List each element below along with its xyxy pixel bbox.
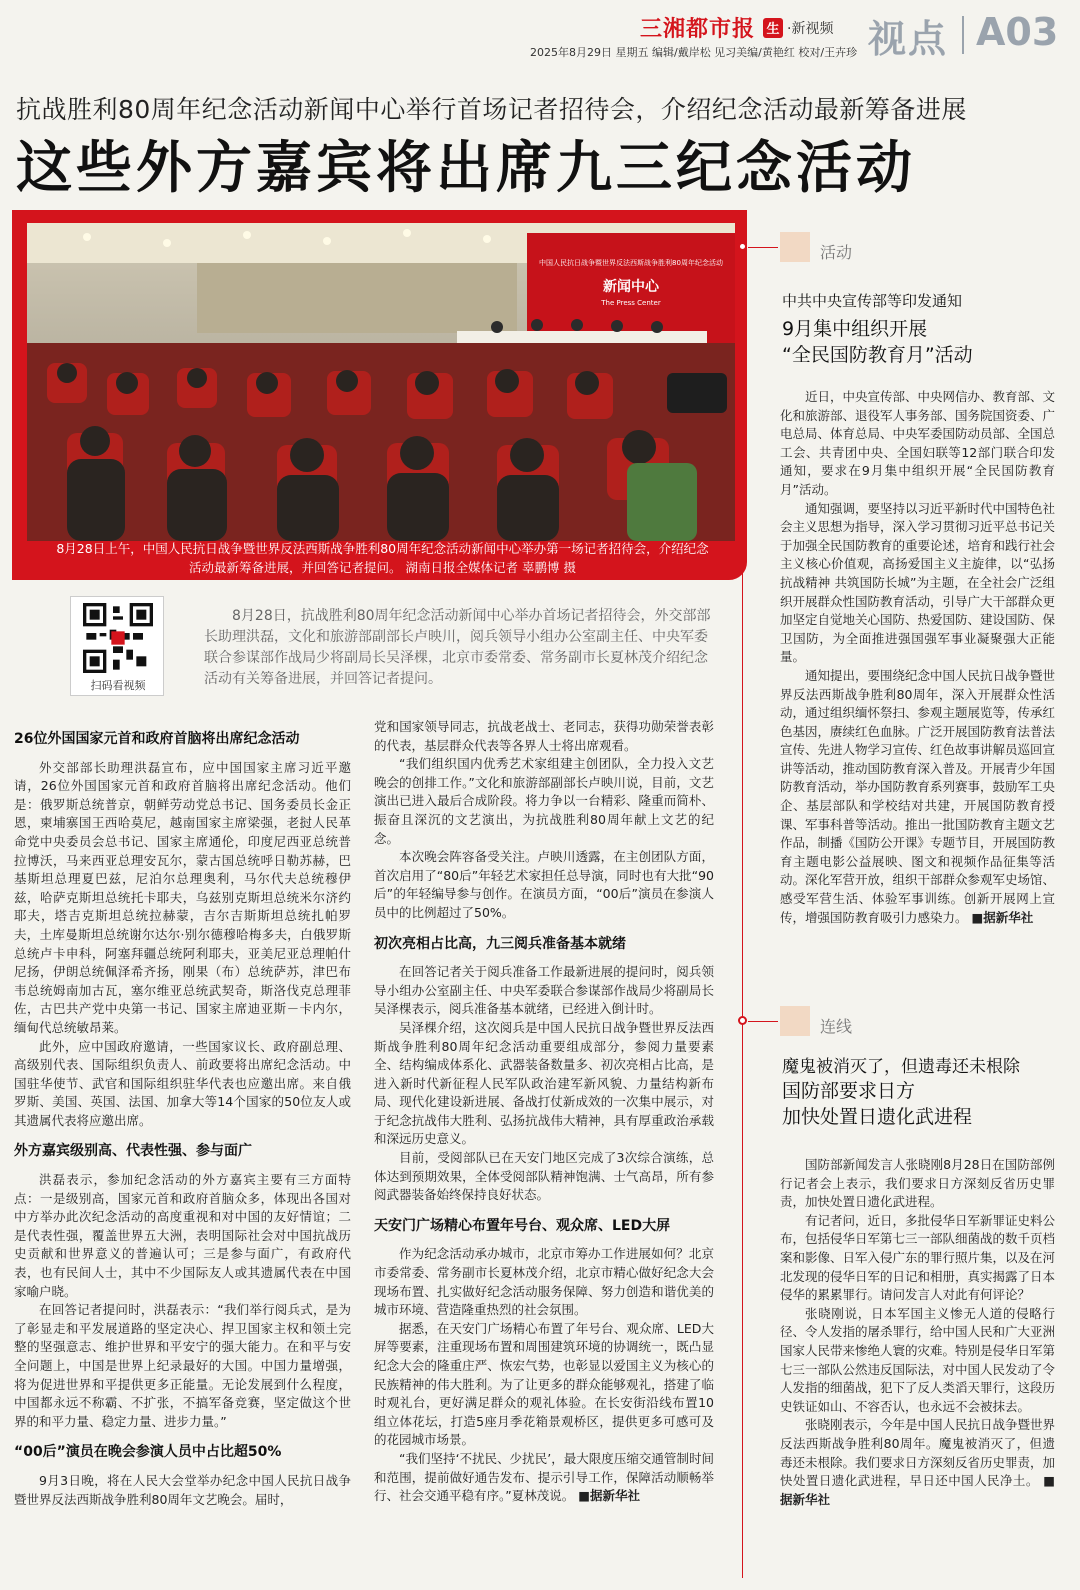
paragraph: 外交部部长助理洪磊宣布，应中国国家主席习近平邀请，26位外国国家元首和政府首脑将出席纪念活动。他们是：俄罗斯总统普京，朝鲜劳动党总书记、国务委员长金正恩，柬埔寨国王西哈莫尼，越南国家主席梁强，老挝人民革命党中央委员会总书记、国家主席通伦，印度尼西亚总统普拉博沃，马来西亚总理安瓦尔，蒙古国总统呼日勒苏赫，巴基斯坦总理夏巴兹，尼泊尔总理奥利，马尔代夫总统穆伊兹，哈萨克斯坦总统托卡耶夫，乌兹别克斯坦总统米尔济约耶夫，塔吉克斯坦总统拉赫蒙，吉尔吉斯斯坦总统扎帕罗夫，土库曼斯坦总统谢尔达尔·别尔德穆哈梅多夫，白俄罗斯总统卢卡申科，阿塞拜疆总统阿利耶夫，亚美尼亚总理帕什尼扬，伊朗总统佩泽希齐扬，刚果（布）总统萨苏，津巴布韦总统姆南加古瓦，塞尔维亚总统武契奇，斯洛伐克总理菲佐，古巴共产党中央第一书记、国家主席迪亚斯－卡内尔，缅甸代总统敏昂莱。: [14, 759, 351, 1035]
page-number: A03: [976, 10, 1059, 54]
paragraph: 在回答记者提问时，洪磊表示：“我们举行阅兵式，是为了彰显走和平发展道路的坚定决心、捍卫国家主权和领土完整的坚强意志、维护世界和平安宁的强大能力。在和平与安全问题上，中国是世界上纪录最好的大国。中国力量增强，将为促进世界和平提供更多正能量。无论发展到什么程度，中国都永远不称霸、不扩张，不搞军备竞赛，坚定做这个世界的和平力量、稳定力量、进步力量。”: [14, 1302, 351, 1429]
paragraph: 吴泽棵介绍，这次阅兵是中国人民抗日战争暨世界反法西斯战争胜利80周年纪念活动重要组成部分，参阅力量要素全、结构编成体系化、武器装备数量多、初次亮相占比高，是进入新时代新征程人民军队政治建军新风貌、力量结构新布局、现代化建设新进展、备战打仗新成效的一次集中展示，对于纪念抗战伟大胜利、弘扬抗战伟大精神，具有厚重政治承载和深远历史意义。: [374, 1019, 714, 1147]
paragraph: 通知强调，要坚持以习近平新时代中国特色社会主义思想为指导，深入学习贯彻习近平总书记关于加强全民国防教育的重要论述，培育和践行社会主义核心价值观，高扬爱国主义主旋律，以“弘扬抗战精神 共筑国防长城”为主题，在全社会广泛组织开展群众性国防教育活动，引导广大干部群众更加坚定自觉地关心国防、热爱国防、建设国防、保卫国防，为全面推进强国强军事业凝聚强大正能量。: [780, 500, 1056, 665]
section-heading: 初次亮相占比高，九三阅兵准备基本就绪: [374, 935, 626, 952]
press-conference-illustration: [27, 223, 735, 541]
paragraph: 9月3日晚，将在人民大会堂举办纪念中国人民抗日战争暨世界反法西斯战争胜利80周年文艺晚会。届时，: [14, 1472, 351, 1507]
section-heading: 外方嘉宾级别高、代表性强、参与面广: [14, 1143, 252, 1160]
article-column-1: [14, 718, 351, 1509]
backdrop-title: 中国人民抗日战争暨世界反法西斯战争胜利80周年纪念活动: [539, 259, 723, 267]
paragraph: 此外，应中国政府邀请，一些国家议长、政府副总理、高级别代表、国际组织负责人、前政要将出席纪念活动。中国驻华使节、武官和国际组织驻华代表也应邀出席。来自俄罗斯、美国、英国、法国、加拿大等14个国家的50位友人或其遗属代表将应邀出席。: [14, 1038, 351, 1128]
sidebar-marker-icon: [738, 242, 747, 251]
paragraph: 张晓刚说，日本军国主义惨无人道的侵略行径、令人发指的屠杀罪行，给中国人民和广大亚洲国家人民带来惨绝人寰的灾难。特别是侵华日军第七三一部队公然违反国际法，对中国人民发动了令人发指的细菌战，犯下了反人类滔天罪行，这段历史铁证如山、不容否认，也永远不会被抹去。: [780, 1305, 1056, 1414]
sidebar-title-line: 加快处置日遗化武进程: [782, 1106, 973, 1128]
tag-decor: [780, 1006, 810, 1036]
article-column-2: [374, 718, 714, 1506]
photo-frame: [12, 210, 747, 580]
paragraph: 党和国家领导同志，抗战老战士、老同志，获得功勋荣誉表彰的代表，基层群众代表等各界人士将出席观看。: [374, 719, 714, 753]
paragraph: 洪磊表示，参加纪念活动的外方嘉宾主要有三方面特点：一是级别高，国家元首和政府首脑众多，体现出各国对中方举办此次纪念活动的高度重视和对中国的友好情谊；二是代表性强，覆盖世界五大洲，表明国际社会对中国抗战历史贡献和世界意义的普遍认可；三是参与面广，有政府代表，也有民间人士，其中不少国际友人或其遗属代表在中国家喻户晓。: [14, 1172, 351, 1299]
paragraph-text: 张晓刚表示，今年是中国人民抗日战争暨世界反法西斯战争胜利80周年。魔鬼被消灭了，但遗毒还未根除。我们要求日方深刻反省历史罪责，加快处置日遗化武进程，早日还中国人民净土。: [780, 1417, 1056, 1489]
section-heading: “00后”演员在晚会参演人员中占比超50%: [14, 1444, 282, 1461]
qr-code-icon[interactable]: [83, 603, 153, 673]
source-credit: ■据新华社: [971, 909, 1034, 925]
paragraph-text: 通知提出，要围绕纪念中国人民抗日战争暨世界反法西斯战争胜利80周年，深入开展群众性活动，通过组织缅怀祭扫、参观主题展览等，传承红色基因，赓续红色血脉。广泛开展国防教育法普法宣传、先进人物学习宣传、红色故事讲解员巡回宣讲等活动，推动国防教育深入普及。开展青少年国防教育活动，举办国防教育系列赛事，鼓励军工央企、基层部队和学校结对共建，开展国防教育授课、军事科普等活动。推出一批国防教育主题文艺作品，制播《国防公开课》专题节目，开展国防教育主题电影公益展映、图文和视频作品征集等活动。深化军营开放，组织干部群众参观军史场馆、感受军营生活、体验军事训练。创新开展网上宣传，增强国防教育吸引力感染力。: [780, 667, 1056, 925]
section-name: 视点: [868, 17, 949, 61]
sidebar-tag: 连线: [820, 1017, 853, 1036]
paragraph: [780, 667, 1055, 927]
section-heading: 26位外国国家元首和政府首脑将出席纪念活动: [14, 731, 300, 747]
sidebar-rule: [742, 248, 743, 1578]
paragraph: 作为纪念活动承办城市，北京市筹办工作进展如何？北京市委常委、常务副市长夏林茂介绍，北京市精心做好纪念大会现场布置、扎实做好纪念活动服务保障、努力创造和谐优美的城市环境、营造隆重热烈的社会氛围。: [374, 1246, 714, 1318]
backdrop-en: The Press Center: [601, 299, 661, 307]
sidebar-title-line: 9月集中组织开展: [782, 318, 928, 340]
paragraph-text: “我们坚持‘不扰民、少扰民’，最大限度压缩交通管制时间和范围，提前做好通告发布、提示引导工作，保障活动顺畅举行、社会交通平稳有序。”夏林茂说。: [374, 1450, 714, 1504]
brand-logo-icon: 生: [763, 18, 783, 38]
sidebar-title-line: “全民国防教育月”活动: [782, 344, 973, 366]
sidebar-title-line: 国防部要求日方: [782, 1080, 916, 1102]
backdrop-main: 新闻中心: [603, 279, 659, 295]
paragraph: 有记者问，近日，多批侵华日军新罪证史料公布，包括侵华日军第七三一部队细菌战的数千页档案和影像、日军入侵广东的罪行照片集，以及在河北发现的侵华日军的日记和相册，真实揭露了日本侵华的累累罪行。请问发言人对此有何评论？: [780, 1212, 1056, 1303]
issue-meta: 2025年8月29日 星期五 编辑/戴岸松 见习美编/黄艳红 校对/王卉珍: [530, 46, 858, 59]
sidebar-body: [780, 1156, 1055, 1509]
paper-name: 三湘都市报: [640, 16, 756, 42]
tag-decor: [780, 232, 810, 262]
qr-label: 扫码看视频: [90, 679, 146, 692]
paragraph: 近日，中央宣传部、中央网信办、教育部、文化和旅游部、退役军人事务部、国务院国资委、广电总局、体育总局、中央军委国防动员部、全国总工会、共青团中央、全国妇联等12部门联合印发通知，要求在9月集中组织开展“全民国防教育月”活动。: [780, 389, 1056, 497]
masthead: [640, 12, 833, 43]
paragraph: “我们组织国内优秀艺术家组建主创团队，全力投入文艺晚会的创排工作。”文化和旅游部副部长卢映川说，目前，文艺演出已进入最后合成阶段。将力争以一台精彩、隆重而简朴、振奋且深沉的文艺演出，为抗战胜利80周年献上文艺的纪念。: [374, 756, 714, 846]
source-credit: ■据新华社: [780, 1473, 1055, 1507]
sub-brand: ·新视频: [787, 20, 834, 37]
paragraph: 本次晚会阵容备受关注。卢映川透露，在主创团队方面，首次启用了“80后”年轻艺术家担任总导演，同时也有大批“90后”的年轻编导参与创作。在演员方面，“00后”演员在参演人员中的比例超过了50%。: [374, 849, 714, 920]
paragraph: 国防部新闻发言人张晓刚8月28日在国防部例行记者会上表示，我们要求日方深刻反省历史罪责，加快处置日遗化武进程。: [780, 1157, 1055, 1210]
sidebar-tag: 活动: [820, 243, 853, 262]
paragraph: [374, 1450, 714, 1506]
section-heading: 天安门广场精心布置年号台、观众席、LED大屏: [374, 1217, 671, 1234]
sidebar-connector: [748, 1021, 778, 1022]
article-lead: 8月28日，抗战胜利80周年纪念活动新闻中心举办首场记者招待会，外交部部长助理洪磊，文化和旅游部副部长卢映川，阅兵领导小组办公室副主任、中央军委联合参谋部作战局少将副局长吴泽棵，北京市委常委、常务副市长夏林茂介绍纪念活动有关筹备进展，并回答记者提问。: [204, 608, 711, 687]
qr-code-block[interactable]: [70, 596, 164, 696]
sidebar-kicker: 中共中央宣传部等印发通知: [782, 292, 963, 310]
photo-caption: 8月28日上午，中国人民抗日战争暨世界反法西斯战争胜利80周年纪念活动新闻中心举办第一场记者招待会，介绍纪念活动最新筹备进展，并回答记者提问。 湖南日报全媒体记者 辜鹏博 摄: [56, 541, 709, 575]
paragraph: 在回答记者关于阅兵准备工作最新进展的提问时，阅兵领导小组办公室副主任、中央军委联合参谋部作战局少将副局长吴泽棵表示，阅兵准备基本就绪，已经进入倒计时。: [374, 964, 714, 1017]
paragraph: 目前，受阅部队已在天安门地区完成了3次综合演练，总体达到预期效果，全体受阅部队精神饱满、士气高昂，所有参阅武器装备始终保持良好状态。: [374, 1150, 714, 1203]
article-headline: 这些外方嘉宾将出席九三纪念活动: [16, 135, 916, 201]
sidebar-marker-icon: [738, 1016, 747, 1025]
article-subhead: 抗战胜利80周年纪念活动新闻中心举行首场记者招待会，介绍纪念活动最新筹备进展: [16, 95, 967, 124]
paragraph: [780, 1416, 1055, 1509]
section-divider: [962, 16, 964, 54]
paragraph: 据悉，在天安门广场精心布置了年号台、观众席、LED大屏等要素，注重现场布置和周围建筑环境的协调统一，既凸显纪念大会的隆重庄严、恢宏气势，也彰显以爱国主义为核心的民族精神的伟大胜利。为了让更多的群众能够观礼，搭建了临时观礼台，更好满足群众的观礼体验。在长安街沿线布置10组立体花坛，打造5座月季花箱景观桥区，提供更多可感可及的花园城市场景。: [374, 1320, 714, 1448]
press-conference-photo: [27, 223, 735, 541]
sidebar-body: [780, 388, 1055, 927]
sidebar-connector: [748, 247, 778, 248]
source-credit: ■据新华社: [578, 1488, 641, 1504]
sidebar-kicker: 魔鬼被消灭了，但遗毒还未根除: [782, 1057, 1020, 1077]
